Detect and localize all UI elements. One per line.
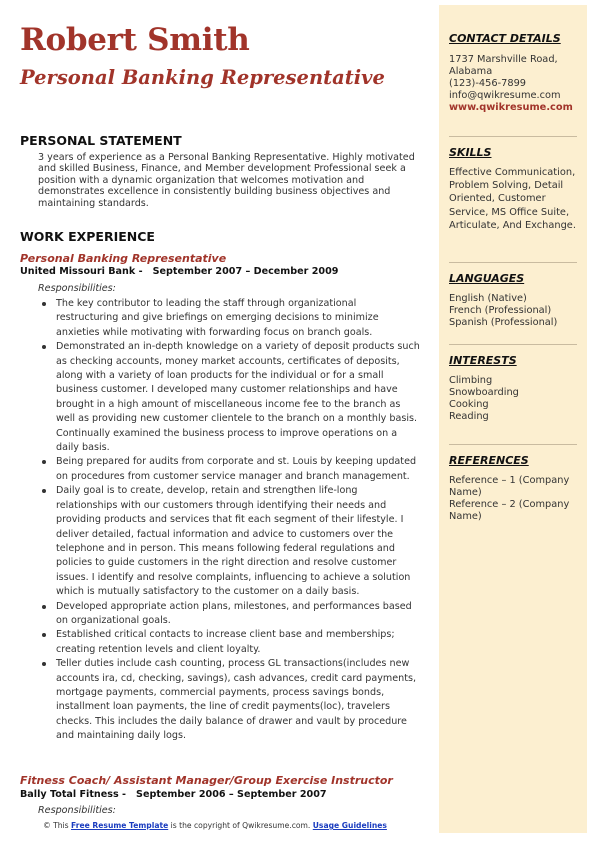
contact-email[interactable]: info@qwikresume.com: [449, 90, 561, 101]
job-1-bullet-list: [38, 297, 420, 744]
languages-heading: LANGUAGES: [449, 272, 525, 285]
usage-guidelines-link[interactable]: Usage Guidelines: [312, 821, 387, 830]
footer-copyright: is the copyright of Qwikresume.com.: [170, 821, 311, 830]
sidebar-divider: [449, 136, 577, 137]
list-item: Established critical contacts to increase client base and memberships; creating retention levels and client loyalty.: [38, 628, 420, 657]
skills-heading: SKILLS: [449, 146, 492, 159]
list-item: Daily goal is to create, develop, retain and strengthen life-long relationships with our customers through identifying their needs and providing products and services that fit each segment of their lifestyle. I deliver detailed, factual information and advice to customers over the telephone and in person. This means following federal regulations and policies to guide customers in the right direction and resolve customer issues. I identify and resolve complaints, influencing to achieve a solution which is mutually satisfactory to the customer on a daily basis.: [38, 484, 420, 599]
contact-phone: (123)-456-7899: [449, 78, 527, 89]
job-title-1: Personal Banking Representative: [20, 252, 227, 265]
contact-address-line1: 1737 Marshville Road,: [449, 54, 558, 65]
list-item: Climbing: [449, 375, 493, 386]
free-resume-template-link[interactable]: Free Resume Template: [71, 821, 169, 830]
job-title-2: Fitness Coach/ Assistant Manager/Group Exercise Instructor: [20, 774, 393, 787]
job-meta-1: [20, 266, 338, 277]
personal-statement-heading: PERSONAL STATEMENT: [20, 133, 182, 148]
list-item: Developed appropriate action plans, milestones, and performances based on organizational goals.: [38, 600, 420, 629]
job-dates: September 2006 – September 2007: [136, 789, 327, 800]
list-item: The key contributor to leading the staff through organizational restructuring and give briefings on emerging decisions to minimize anxieties while motivating with forwarding focus on branch goals.: [38, 297, 420, 340]
list-item: Spanish (Professional): [449, 317, 558, 328]
work-experience-heading: WORK EXPERIENCE: [20, 229, 155, 244]
sidebar-divider: [449, 344, 577, 345]
candidate-name: Robert Smith: [20, 22, 250, 58]
responsibilities-label: Responsibilities:: [38, 283, 116, 294]
skills-text: Effective Communication, Problem Solving, Detail Oriented, Customer Service, MS Office Suite, Articulate, And Exchange.: [449, 167, 576, 231]
list-item: Reading: [449, 411, 489, 422]
job-company: United Missouri Bank -: [20, 266, 143, 277]
contact-details: [449, 54, 581, 114]
sidebar: [439, 5, 587, 833]
list-item: French (Professional): [449, 305, 552, 316]
list-item: Reference – 2 (Company Name): [449, 499, 570, 522]
languages-list: [449, 293, 581, 329]
references-heading: REFERENCES: [449, 454, 529, 467]
list-item: Teller duties include cash counting, process GL transactions(includes new accounts ira, cd, checking, savings), cash advances, credit card payments, mortgage payments, commercial payments, process savings bonds, installment loan payments, the line of credit payments(loc), travelers checks. This includes the daily balance of drawer and vault by procedure and maintaining daily logs.: [38, 657, 420, 743]
references-list: [449, 475, 581, 523]
job-dates: September 2007 – December 2009: [152, 266, 339, 277]
footer: [0, 821, 430, 830]
candidate-title: Personal Banking Representative: [20, 66, 385, 89]
list-item: English (Native): [449, 293, 527, 304]
list-item: Snowboarding: [449, 387, 519, 398]
list-item: Cooking: [449, 399, 489, 410]
footer-prefix: © This: [43, 821, 69, 830]
list-item: Demonstrated an in-depth knowledge on a variety of deposit products such as checking accounts, money market accounts, certificates of deposits, along with a variety of loan products for the individual or for a small business customer. I developed many customer relationships and have brought in a high amount of miscellaneous income fee to the branch as well as providing new customer clientele to the branch on a monthly basis. Continually examined the business process to improve operations on a daily basis.: [38, 340, 420, 455]
interests-list: [449, 375, 581, 423]
contact-website-link[interactable]: www.qwikresume.com: [449, 102, 573, 113]
list-item: Reference – 1 (Company Name): [449, 475, 570, 498]
personal-statement-text: 3 years of experience as a Personal Banking Representative. Highly motivated and skilled Business, Finance, and Member development Professional seek a position with a dynamic organization that welcomes motivation and demonstrates excellence in consistently building business objectives and maintaining standards.: [38, 152, 415, 209]
interests-heading: INTERESTS: [449, 354, 517, 367]
sidebar-divider: [449, 444, 577, 445]
list-item: Being prepared for audits from corporate and st. Louis by keeping updated on procedures from customer service manager and branch management.: [38, 455, 420, 484]
responsibilities-label: Responsibilities:: [38, 805, 116, 816]
contact-address-line2: Alabama: [449, 66, 493, 77]
job-meta-2: [20, 789, 327, 800]
sidebar-divider: [449, 262, 577, 263]
contact-heading: CONTACT DETAILS: [449, 32, 561, 45]
job-company: Bally Total Fitness -: [20, 789, 127, 800]
